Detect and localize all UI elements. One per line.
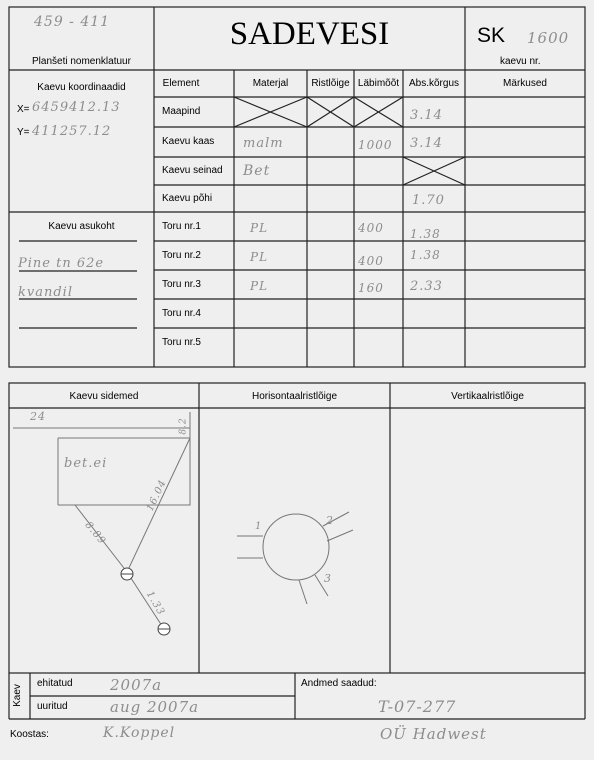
row-element: Kaevu seinad [162,165,223,176]
surveyed-value: aug 2007a [110,698,200,716]
sketch-label-d2: 8.89 [82,519,108,548]
row-element: Toru nr.4 [162,308,201,319]
row-element: Maapind [162,106,201,117]
row-abs: 3.14 [410,108,443,123]
sketch-label-building: bet.ei [64,456,108,471]
location-line-1: Pine tn 62e [18,256,105,271]
pipe-label-3: 3 [324,572,332,585]
built-value: 2007a [110,676,163,694]
row-element: Toru nr.3 [162,279,201,290]
row-abs: 1.70 [412,193,445,208]
x-label: X= [17,104,30,115]
header-abs-korgus: Abs.kõrgus [408,78,460,89]
nomenclature-value: 459 - 411 [34,14,111,30]
horizontal-section-title: Horisontaalristlõige [251,391,338,402]
header-ristloige: Ristlõige [311,78,350,89]
row-element: Kaevu põhi [162,193,213,204]
sketch-label-d3: 1.33 [143,589,167,618]
compiled-value: K.Koppel [103,725,176,741]
location-line-2: kvandil [18,285,73,300]
row-element: Toru nr.1 [162,221,201,232]
pipe-label-1: 1 [255,521,263,532]
sketch-label-d1: 16.04 [144,477,169,514]
data-company: OÜ Hadwest [380,725,487,743]
document-title: SADEVESI [229,16,390,52]
row-element: Kaevu kaas [162,136,215,147]
compiled-label: Koostas: [10,729,49,740]
sketch-label-corner: 8.2 [178,417,189,435]
row-abs: 1.38 [410,248,441,262]
row-materjal: PL [250,279,269,293]
data-ref: T-07-277 [378,697,457,716]
row-labimoot: 1000 [358,138,393,152]
horizontal-section-sketch [199,408,390,673]
row-labimoot: 160 [358,281,384,295]
row-labimoot: 400 [358,254,384,268]
sk-prefix: SK [477,24,506,47]
sk-number: 1600 [527,29,570,47]
built-label: ehitatud [37,678,73,689]
nomenclature-label: Planšeti nomenklatuur [32,56,131,67]
connections-title: Kaevu sidemed [69,391,139,402]
header-element: Element [162,78,200,89]
header-markused: Märkused [503,78,547,89]
header-materjal: Materjal [252,78,289,89]
sk-label: kaevu nr. [500,56,541,67]
row-element: Toru nr.5 [162,337,201,348]
location-title: Kaevu asukoht [48,221,115,232]
header-labimoot: Läbimõõt [357,78,400,89]
row-materjal: malm [243,136,284,151]
x-value: 6459412.13 [32,100,121,115]
row-labimoot: 400 [358,221,384,235]
surveyed-label: uuritud [37,701,68,712]
row-abs: 1.38 [410,227,441,241]
y-label: Y= [17,127,30,138]
data-from-label: Andmed saadud: [301,678,377,689]
row-materjal: Bet [243,163,271,179]
row-abs: 3.14 [410,136,443,151]
sketch-label-top: 24 [30,410,46,423]
row-materjal: PL [250,250,269,264]
row-element: Toru nr.2 [162,250,201,261]
y-value: 411257.12 [32,124,112,139]
row-materjal: PL [250,221,269,235]
row-abs: 2.33 [410,279,443,294]
coordinates-title: Kaevu koordinaadid [37,82,126,93]
pipe-label-2: 2 [326,514,334,527]
kaev-label: Kaev [11,684,23,707]
vertical-section-title: Vertikaalristlõige [451,391,524,402]
